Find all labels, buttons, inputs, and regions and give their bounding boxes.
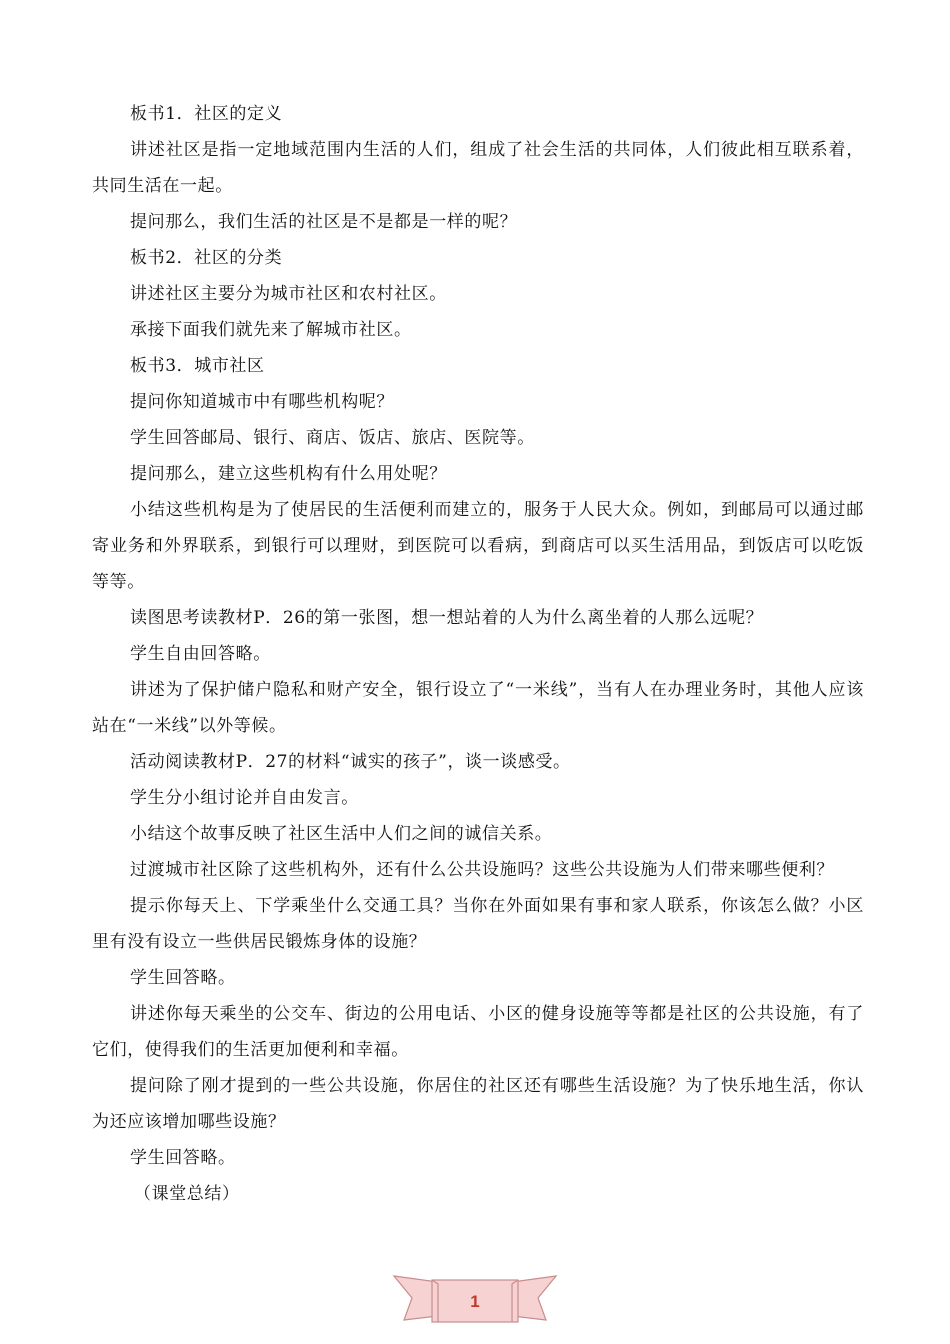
paragraph: 学生回答略。 <box>130 968 236 988</box>
paragraph: 提问那么，建立这些机构有什么用处呢？ <box>130 464 447 484</box>
paragraph: 过渡城市社区除了这些机构外，还有什么公共设施吗？这些公共设施为人们带来哪些便利？ <box>130 860 834 880</box>
paragraph: 板书3．城市社区 <box>130 356 265 376</box>
paragraph: 讲述社区主要分为城市社区和农村社区。 <box>130 284 447 304</box>
paragraph: 板书2．社区的分类 <box>130 248 283 268</box>
paragraph: 读图思考读教材P．26的第一张图，想一想站着的人为什么离坐着的人那么远呢？ <box>130 608 764 628</box>
paragraph: 学生回答邮局、银行、商店、饭店、旅店、医院等。 <box>130 428 535 448</box>
paragraph: 学生回答略。 <box>130 1148 236 1168</box>
paragraph: 小结这个故事反映了社区生活中人们之间的诚信关系。 <box>130 824 553 844</box>
lesson-text <box>92 96 864 1212</box>
paragraph: （课堂总结） <box>134 1184 240 1204</box>
page-number: 1 <box>470 1292 480 1311</box>
paragraph: 承接下面我们就先来了解城市社区。 <box>130 320 412 340</box>
paragraph: 讲述为了保护储户隐私和财产安全，银行设立了“一米线”，当有人在办理业务时，其他人应该站在“一米线”以外等候。 <box>92 680 864 736</box>
paragraph: 提问那么，我们生活的社区是不是都是一样的呢？ <box>130 212 518 232</box>
paragraph: 讲述你每天乘坐的公交车、街边的公用电话、小区的健身设施等等都是社区的公共设施，有了它们，使得我们的生活更加便利和幸福。 <box>92 1004 864 1060</box>
paragraph: 提问你知道城市中有哪些机构呢？ <box>130 392 394 412</box>
paragraph: 活动阅读教材P．27的材料“诚实的孩子”，谈一谈感受。 <box>130 752 571 772</box>
paragraph: 小结这些机构是为了使居民的生活便利而建立的，服务于人民大众。例如，到邮局可以通过邮寄业务和外界联系，到银行可以理财，到医院可以看病，到商店可以买生活用品，到饭店可以吃饭等等。 <box>92 500 864 592</box>
paragraph: 提问除了刚才提到的一些公共设施，你居住的社区还有哪些生活设施？为了快乐地生活，你认为还应该增加哪些设施？ <box>92 1076 864 1132</box>
paragraph: 板书1．社区的定义 <box>130 104 283 124</box>
paragraph: 提示你每天上、下学乘坐什么交通工具？当你在外面如果有事和家人联系，你该怎么做？小区里有没有设立一些供居民锻炼身体的设施？ <box>92 896 864 952</box>
paragraph: 讲述社区是指一定地域范围内生活的人们，组成了社会生活的共同体，人们彼此相互联系着，共同生活在一起。 <box>92 140 864 196</box>
paragraph: 学生自由回答略。 <box>130 644 271 664</box>
page-number-badge <box>392 1270 558 1330</box>
paragraph: 学生分小组讨论并自由发言。 <box>130 788 359 808</box>
